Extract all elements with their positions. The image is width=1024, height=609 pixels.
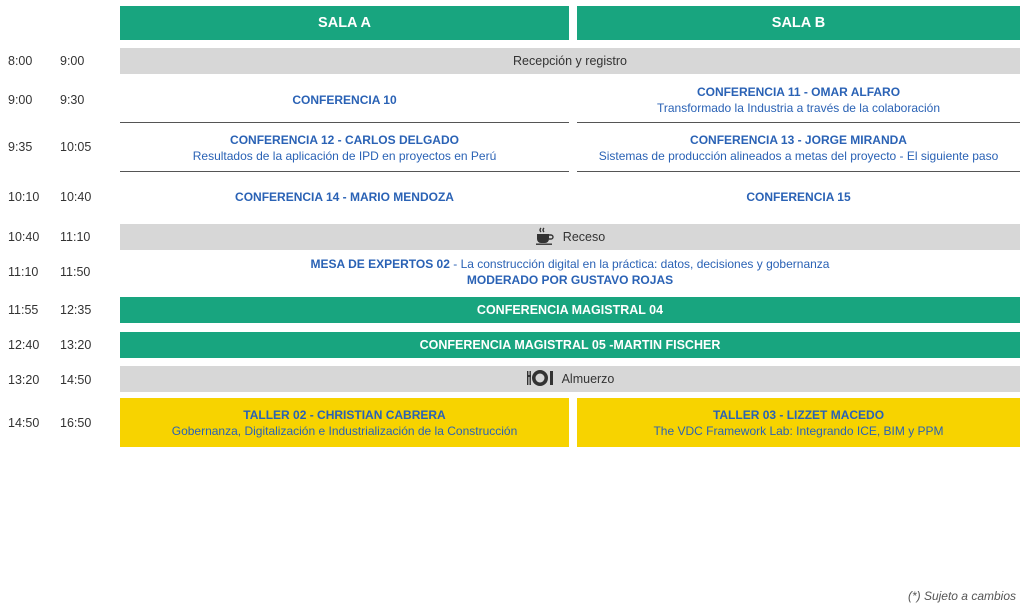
break-block <box>120 224 1020 250</box>
panel-line <box>311 256 830 272</box>
end-time: 13:20 <box>60 338 92 352</box>
end-time: 11:10 <box>60 230 91 244</box>
session-title: CONFERENCIA 10 <box>292 93 397 107</box>
end-time: 16:50 <box>60 416 92 430</box>
footnote: (*) Sujeto a cambios <box>907 589 1016 603</box>
end-time: 10:05 <box>60 140 92 154</box>
panel-title: MESA DE EXPERTOS 02 <box>310 257 450 271</box>
keynote-block <box>120 332 1020 358</box>
workshop-subtitle: Gobernanza, Digitalización e Industrialización de la Construcción <box>171 423 518 438</box>
session-title: CONFERENCIA 11 - OMAR ALFARO <box>696 85 901 99</box>
end-time: 11:50 <box>60 265 91 279</box>
end-time: 12:35 <box>60 303 92 317</box>
session-sala-a <box>120 124 569 172</box>
session-subtitle: Resultados de la aplicación de IPD en proyectos en Perú <box>192 148 497 163</box>
session-title: CONFERENCIA 12 - CARLOS DELGADO <box>230 132 459 147</box>
sala-a-header <box>120 6 569 40</box>
panel-moderator: MODERADO POR GUSTAVO ROJAS <box>466 273 674 287</box>
start-time: 10:10 <box>8 190 40 204</box>
session-sala-b <box>577 176 1020 218</box>
end-time: 9:00 <box>60 54 85 68</box>
end-time: 10:40 <box>60 190 92 204</box>
workshop-subtitle: The VDC Framework Lab: Integrando ICE, BIM y PPM <box>653 423 944 438</box>
end-time: 9:30 <box>60 93 85 107</box>
workshop-sala-b <box>577 398 1020 447</box>
coffee-cup-icon <box>535 227 555 248</box>
session-title: CONFERENCIA 15 <box>746 190 851 204</box>
workshop-sala-a <box>120 398 569 447</box>
start-time: 11:55 <box>8 303 39 317</box>
start-time: 14:50 <box>8 416 40 430</box>
start-time: 8:00 <box>8 54 33 68</box>
sala-a-header-label: SALA A <box>318 15 371 31</box>
session-sala-b <box>577 124 1020 172</box>
start-time: 10:40 <box>8 230 40 244</box>
start-time: 9:35 <box>8 140 33 154</box>
break-label: Receso <box>562 230 606 244</box>
session-sala-b <box>577 78 1020 123</box>
reception-label: Recepción y registro <box>513 54 627 68</box>
sala-b-header <box>577 6 1020 40</box>
keynote-label: CONFERENCIA MAGISTRAL 04 <box>476 303 664 317</box>
start-time: 12:40 <box>8 338 40 352</box>
reception-block <box>120 48 1020 74</box>
lunch-block <box>120 366 1020 392</box>
plate-cutlery-icon <box>526 369 554 390</box>
session-sala-a <box>120 176 569 218</box>
keynote-label: CONFERENCIA MAGISTRAL 05 -MARTIN FISCHER <box>419 338 721 352</box>
end-time: 14:50 <box>60 373 92 387</box>
keynote-block <box>120 297 1020 323</box>
start-time: 13:20 <box>8 373 40 387</box>
sala-b-header-label: SALA B <box>771 15 826 31</box>
session-title: CONFERENCIA 13 - JORGE MIRANDA <box>690 132 907 147</box>
session-sala-a <box>120 78 569 123</box>
lunch-label: Almuerzo <box>561 372 615 386</box>
session-subtitle: Sistemas de producción alineados a metas del proyecto - El siguiente paso <box>598 148 999 163</box>
start-time: 9:00 <box>8 93 33 107</box>
session-subtitle: Transformado la Industria a través de la colaboración <box>656 101 941 115</box>
expert-panel <box>120 252 1020 292</box>
session-title: CONFERENCIA 14 - MARIO MENDOZA <box>235 190 454 204</box>
workshop-title: TALLER 02 - CHRISTIAN CABRERA <box>243 407 446 422</box>
panel-text: - La construcción digital en la práctica: datos, decisiones y gobernanza <box>449 257 830 271</box>
workshop-title: TALLER 03 - LIZZET MACEDO <box>712 407 885 422</box>
start-time: 11:10 <box>8 265 39 279</box>
